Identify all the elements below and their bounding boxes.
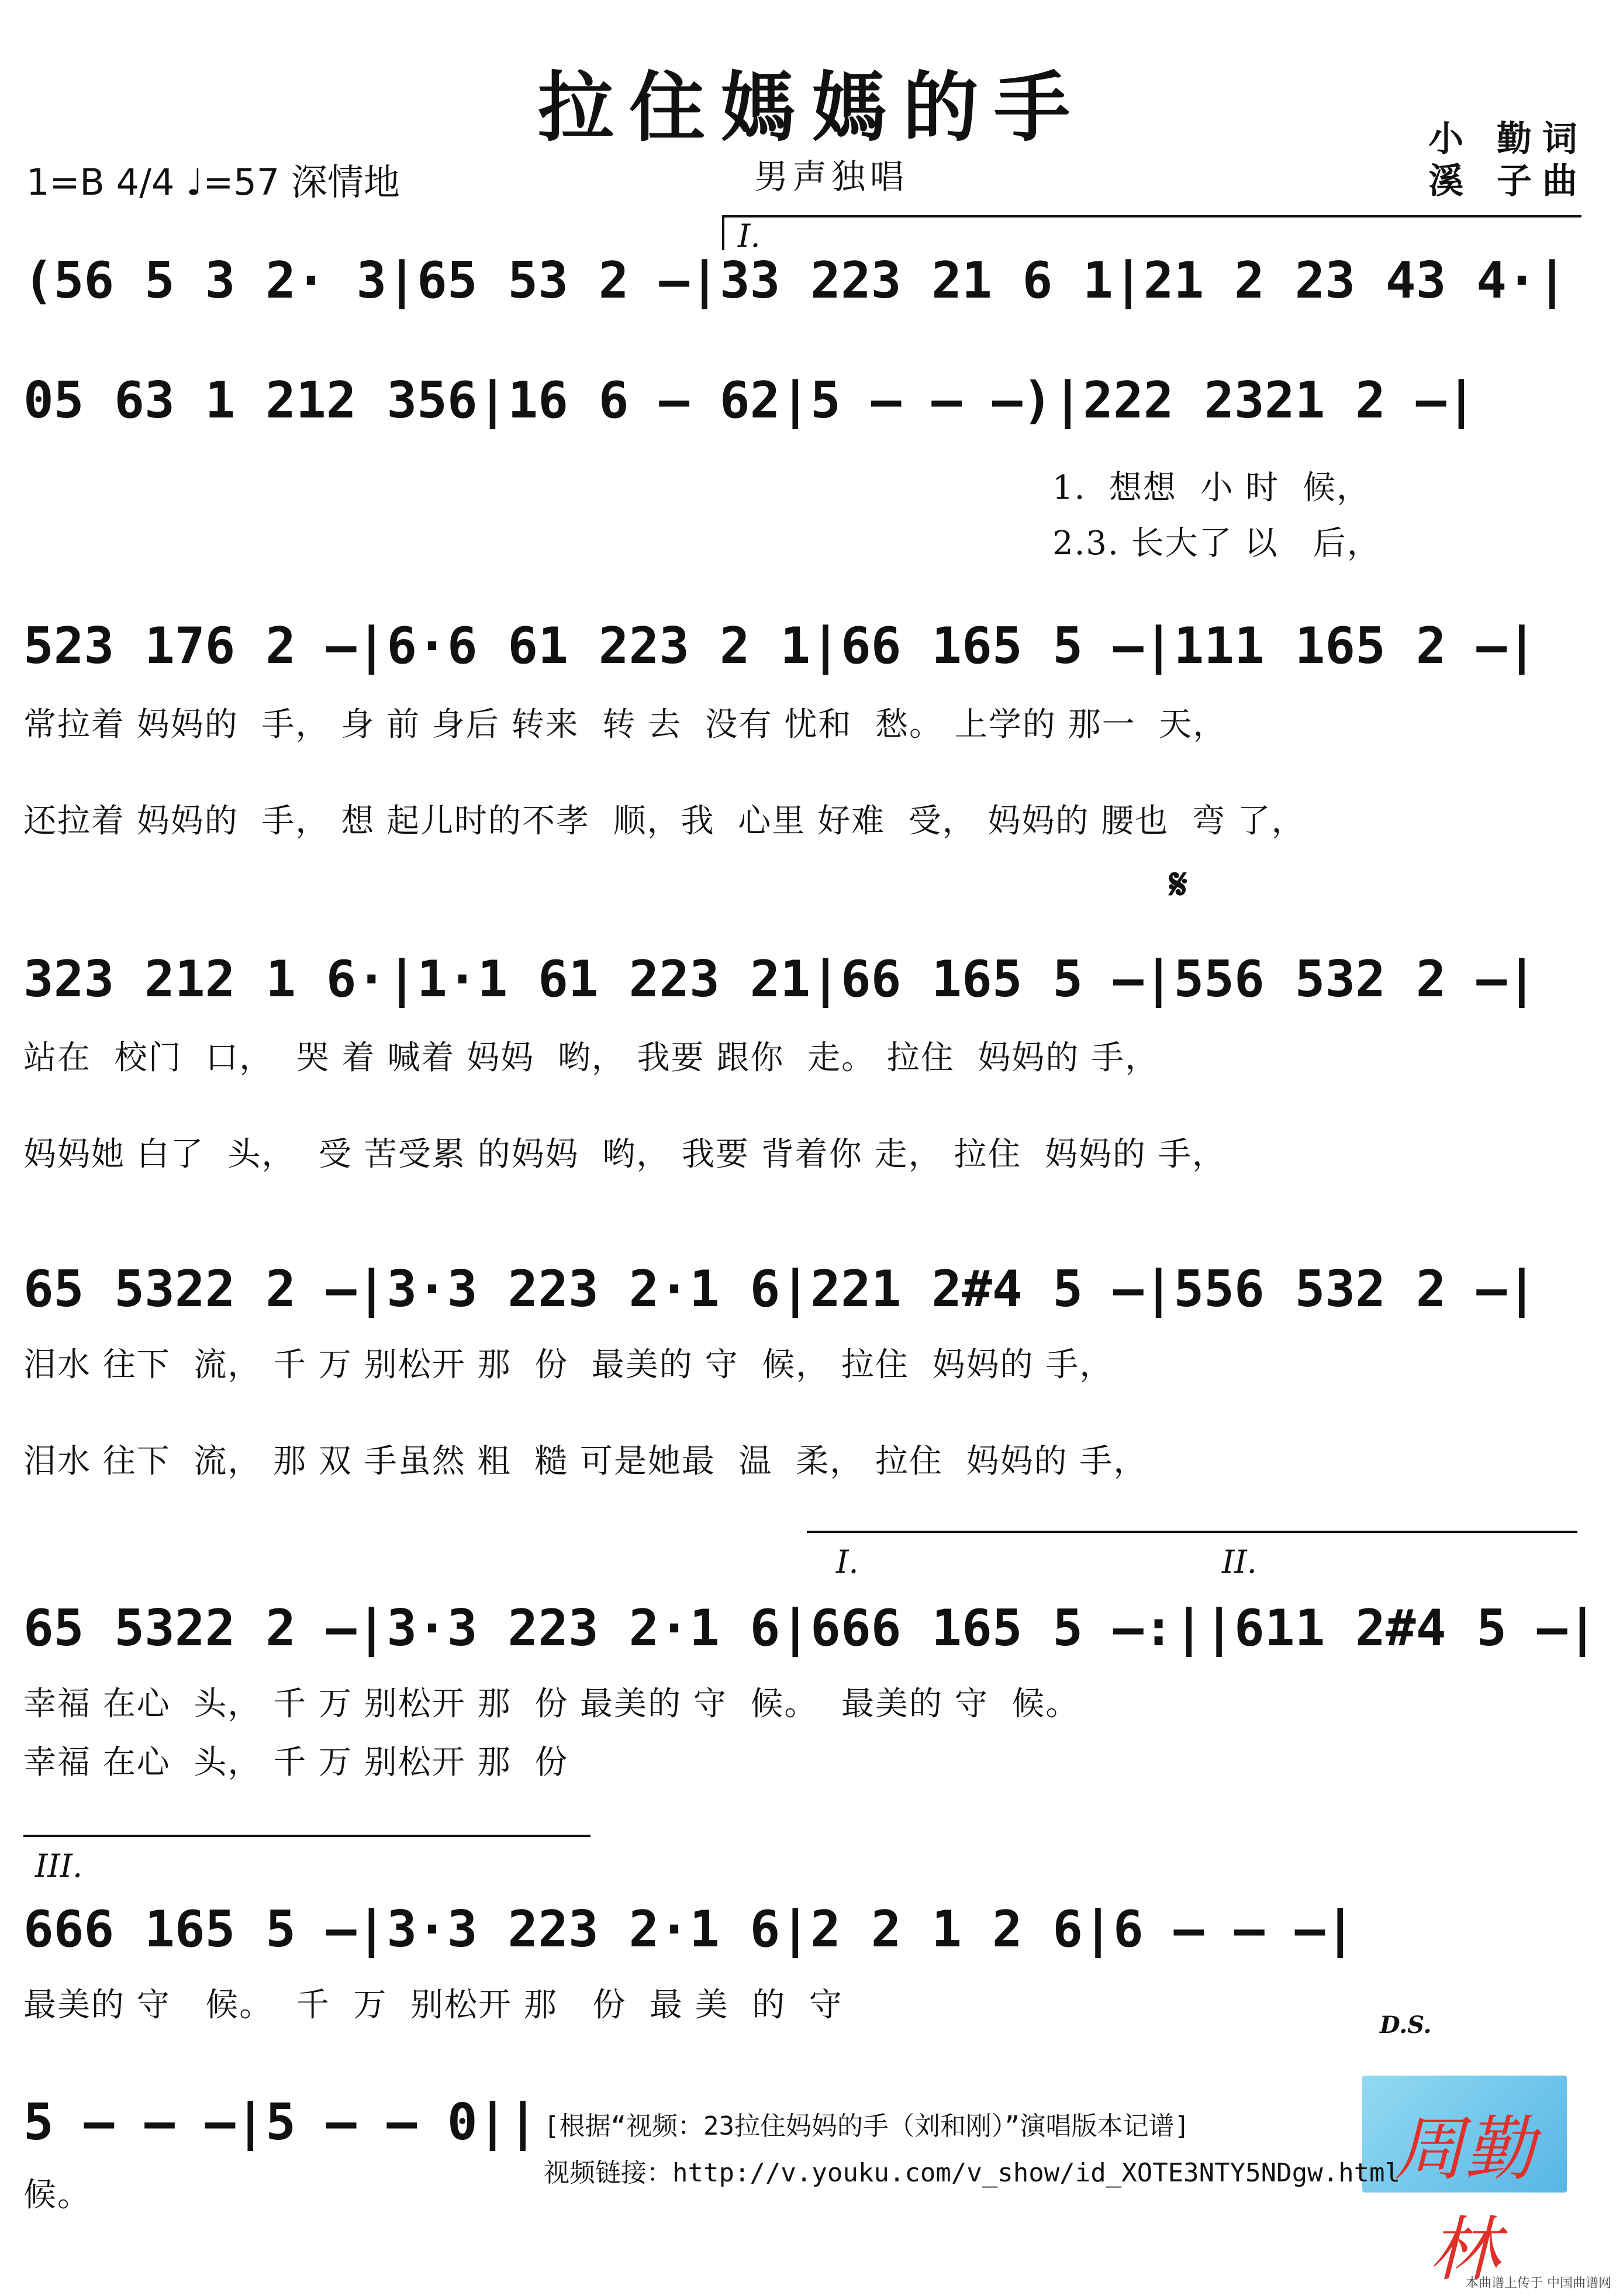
notation-line: 5 – – –|5 – – 0|| bbox=[23, 2093, 538, 2152]
notation-line: 65 5322 2 –|3·3 223 2·1 6|221 2#4 5 –|556 532 2 –| bbox=[23, 1260, 1537, 1318]
lyric-line-2: 还拉着 妈妈的 手， 想 起儿时的不孝 顺，我 心里 好难 受， 妈妈的 腰也 弯 了， bbox=[23, 802, 1306, 840]
volta-first-line bbox=[722, 215, 1581, 217]
notation-line: 666 165 5 –|3·3 223 2·1 6|2 2 1 2 6|6 – – –| bbox=[23, 1900, 1356, 1959]
volta-first-tick bbox=[722, 215, 724, 250]
subtitle: 男声独唱 bbox=[754, 157, 909, 196]
notation-line: 05 63 1 212 356|16 6 – 62|5 – – –)|222 2321 2 –| bbox=[23, 371, 1477, 430]
lyric-line-1: 1. 想想 小 时 候， bbox=[1052, 469, 1371, 507]
notation-line: 323 212 1 6·|1·1 61 223 21|66 165 5 –|556 532 2 –| bbox=[23, 950, 1537, 1009]
lyric-line-1: 幸福 在心 头， 千 万 别松开 那 份 最美的 守 候。 最美的 守 候。 bbox=[23, 1685, 1080, 1723]
lyric-line-2: 幸福 在心 头， 千 万 别松开 那 份 bbox=[23, 1743, 569, 1781]
volta-second-label: II. bbox=[1222, 1544, 1257, 1580]
signature-text: 周勤林 bbox=[1394, 2109, 1535, 2291]
lyric-line-2: 妈妈她 白了 头， 受 苦受累 的妈妈 哟， 我要 背着你 走， 拉住 妈妈的 手， bbox=[23, 1135, 1226, 1173]
page-title: 拉住媽媽的手 bbox=[537, 63, 1085, 152]
volta-third-line bbox=[23, 1835, 591, 1837]
composer: 溪 子曲 bbox=[1428, 161, 1588, 202]
volta-first-label: I. bbox=[738, 217, 761, 254]
notation-line: (56 5 3 2· 3|65 53 2 –|33 223 21 6 1|21 2 23 43 4·| bbox=[23, 251, 1567, 310]
volta-second-line bbox=[1203, 1531, 1577, 1533]
volta-first-line-2 bbox=[807, 1531, 1204, 1533]
volta-third-label: III. bbox=[35, 1848, 83, 1884]
lyric-line-1: 常拉着 妈妈的 手， 身 前 身后 转来 转 去 没有 忧和 愁。 上学的 那一 天， bbox=[23, 706, 1227, 744]
segno-sign: 𝄋 bbox=[1169, 859, 1187, 909]
lyric-line-2: 泪水 往下 流， 那 双 手虽然 粗 糙 可是她最 温 柔， 拉住 妈妈的 手， bbox=[23, 1442, 1148, 1480]
footnote-link[interactable]: 视频链接：http://v.youku.com/v_show/id_XOTE3NTY5NDgw.html bbox=[544, 2158, 1401, 2188]
notation-line: 523 176 2 –|6·6 61 223 2 1|66 165 5 –|111 165 2 –| bbox=[23, 617, 1537, 675]
lyricist: 小 勤词 bbox=[1428, 119, 1588, 160]
lyric-line-1: 最美的 守 候。 千 万 别松开 那 份 最 美 的 守 bbox=[23, 1986, 843, 2024]
ds-mark: D.S. bbox=[1380, 2011, 1432, 2039]
key-tempo: 1=B 4/4 ♩=57 深情地 bbox=[26, 161, 400, 203]
footnote-source: [根据“视频：23拉住妈妈的手（刘和刚）”演唱版本记谱] bbox=[544, 2111, 1190, 2141]
lyric-line-2: 2.3. 长大了 以 后， bbox=[1052, 524, 1381, 562]
volta-first-label-2: I. bbox=[836, 1544, 859, 1580]
lyric-line-1: 候。 bbox=[23, 2176, 91, 2214]
watermark-stamp: 本曲谱上传于 中国曲谱网 bbox=[1466, 2276, 1611, 2291]
notation-line: 65 5322 2 –|3·3 223 2·1 6|666 165 5 –:||611 2#4 5 –| bbox=[23, 1599, 1598, 1658]
lyric-line-1: 泪水 往下 流， 千 万 别松开 那 份 最美的 守 候， 拉住 妈妈的 手， bbox=[23, 1346, 1114, 1384]
lyric-line-1: 站在 校门 口， 哭 着 喊着 妈妈 哟， 我要 跟你 走。 拉住 妈妈的 手， bbox=[23, 1039, 1159, 1077]
